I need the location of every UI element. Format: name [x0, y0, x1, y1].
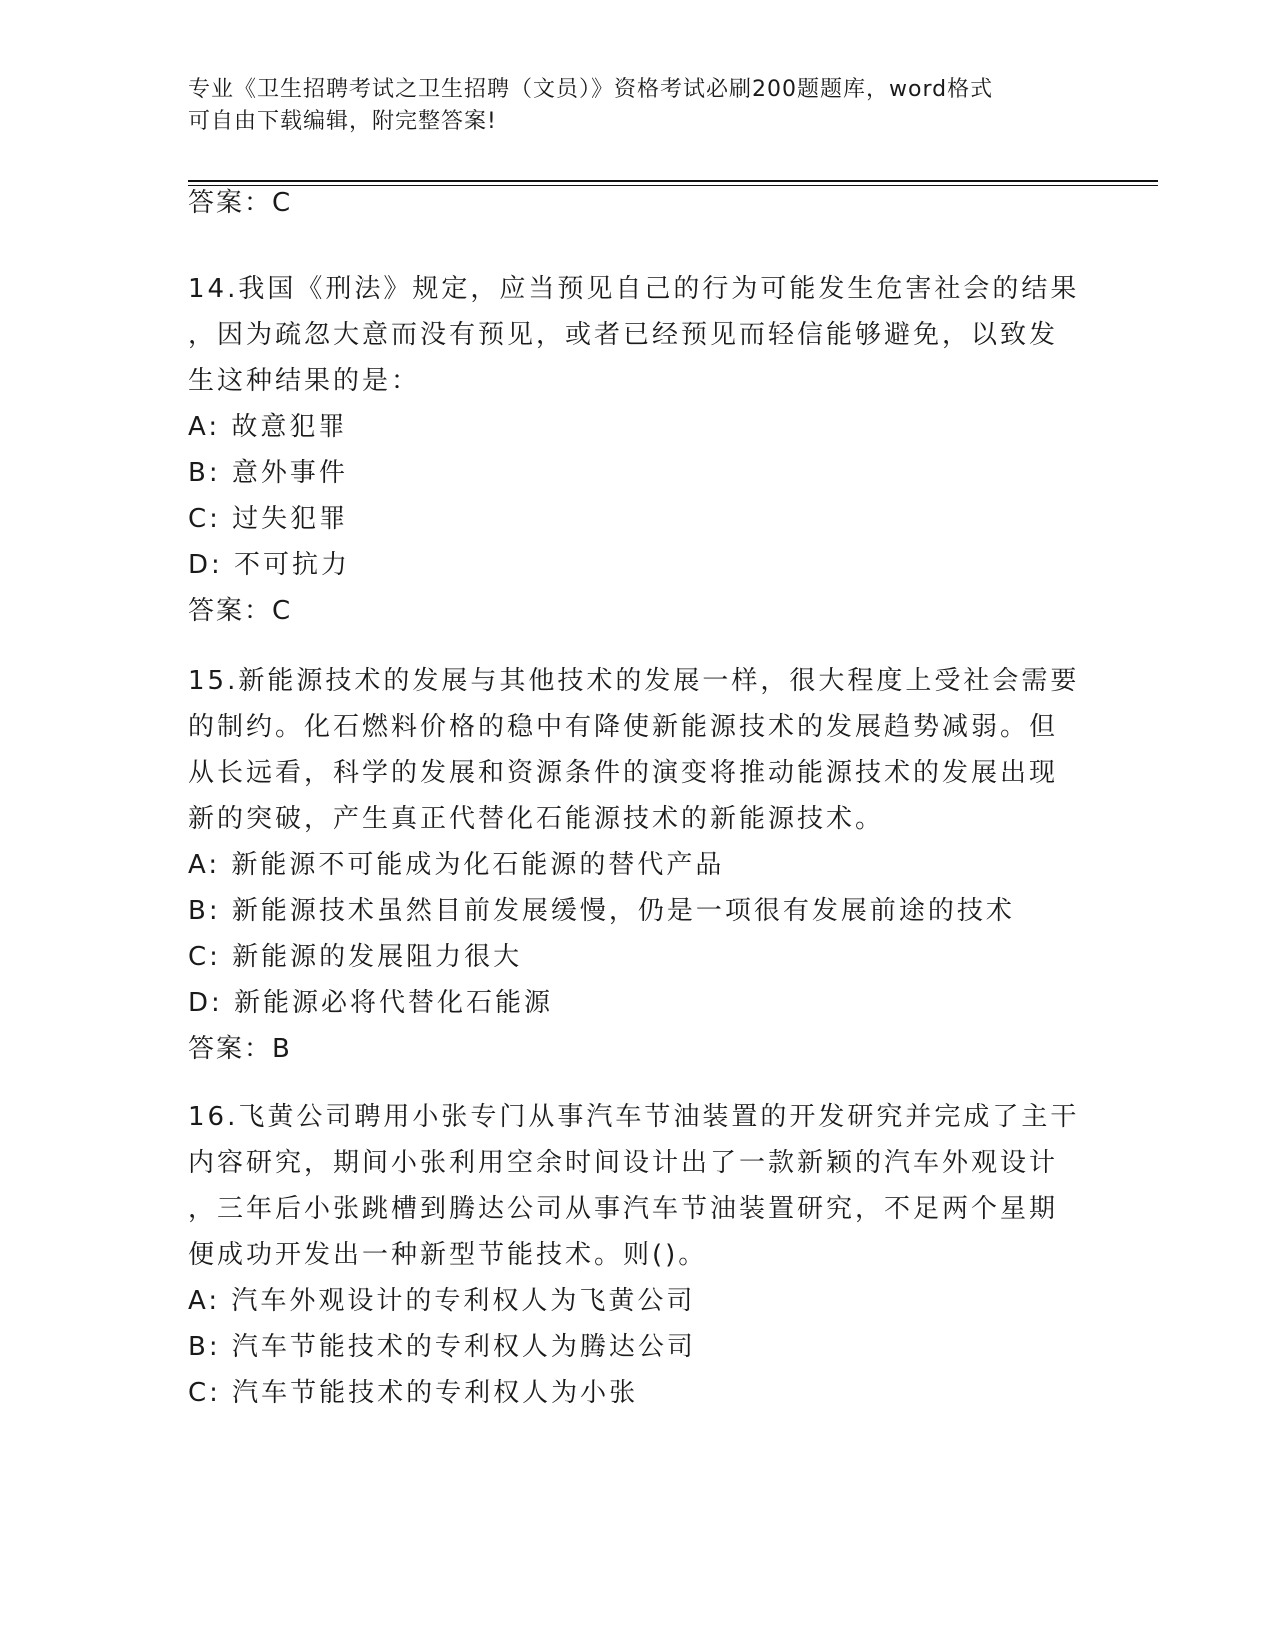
previous-answer-block: [188, 180, 1068, 226]
question-stem-line: 16.飞黄公司聘用小张专门从事汽车节油装置的开发研究并完成了主干: [188, 1102, 1080, 1132]
option-d: D: 不可抗力: [188, 550, 351, 580]
question-14: [188, 266, 1080, 634]
question-stem-line: 从长远看，科学的发展和资源条件的演变将推动能源技术的发展出现: [188, 758, 1059, 788]
question-answer: 答案：B: [188, 1034, 292, 1064]
question-15: [188, 658, 1080, 1072]
previous-answer: 答案：C: [188, 188, 293, 218]
header-line-2: 可自由下载编辑，附完整答案!: [188, 109, 497, 134]
option-d: D: 新能源必将代替化石能源: [188, 988, 554, 1018]
option-c: C: 新能源的发展阻力很大: [188, 942, 523, 972]
option-b: B: 意外事件: [188, 458, 348, 488]
question-answer: 答案：C: [188, 596, 293, 626]
question-stem-line: 的制约。化石燃料价格的稳中有降使新能源技术的发展趋势减弱。但: [188, 712, 1059, 742]
question-16: [188, 1094, 1080, 1416]
option-c: C: 汽车节能技术的专利权人为小张: [188, 1378, 639, 1408]
header-line-1: 专业《卫生招聘考试之卫生招聘（文员）》资格考试必刷200题题库，word格式: [188, 77, 994, 102]
question-stem-line: 便成功开发出一种新型节能技术。则()。: [188, 1240, 708, 1270]
question-stem-line: 新的突破，产生真正代替化石能源技术的新能源技术。: [188, 804, 885, 834]
option-a: A: 新能源不可能成为化石能源的替代产品: [188, 850, 725, 880]
option-a: A: 故意犯罪: [188, 412, 348, 442]
option-a: A: 汽车外观设计的专利权人为飞黄公司: [188, 1286, 696, 1316]
question-stem-line: 内容研究，期间小张利用空余时间设计出了一款新颖的汽车外观设计: [188, 1148, 1059, 1178]
option-c: C: 过失犯罪: [188, 504, 349, 534]
question-stem-line: 生这种结果的是：: [188, 366, 421, 396]
question-stem-line: 15.新能源技术的发展与其他技术的发展一样，很大程度上受社会需要: [188, 666, 1080, 696]
question-stem-line: ，因为疏忽大意而没有预见，或者已经预见而轻信能够避免，以致发: [188, 320, 1059, 350]
question-stem-line: 14.我国《刑法》规定，应当预见自己的行为可能发生危害社会的结果: [188, 274, 1080, 304]
document-header: [188, 74, 1088, 138]
question-stem-line: ，三年后小张跳槽到腾达公司从事汽车节油装置研究，不足两个星期: [188, 1194, 1059, 1224]
option-b: B: 新能源技术虽然目前发展缓慢，仍是一项很有发展前途的技术: [188, 896, 1015, 926]
option-b: B: 汽车节能技术的专利权人为腾达公司: [188, 1332, 696, 1362]
